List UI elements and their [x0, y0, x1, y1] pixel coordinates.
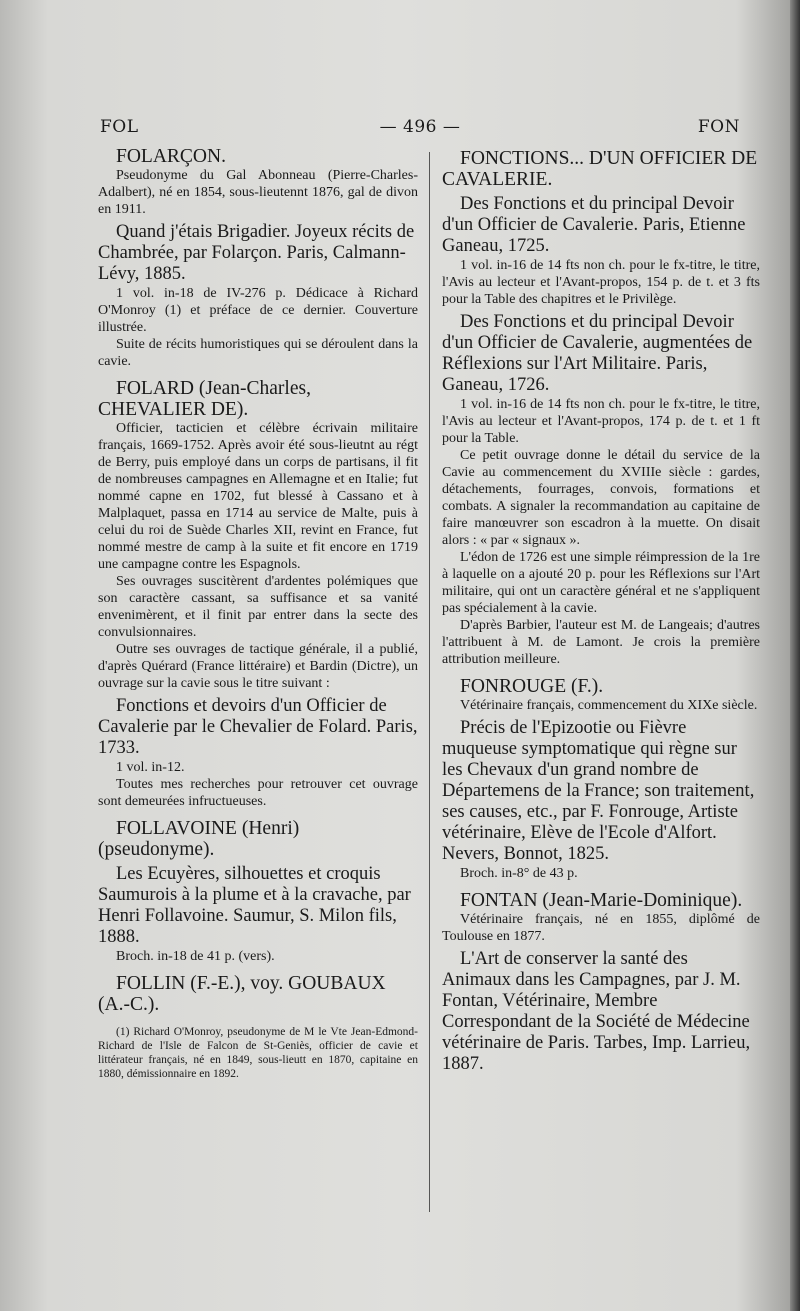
entry-title: Des Fonctions et du principal Devoir d'un Officier de Cavalerie, augmentées de Réflexions sur l'Art Militaire. Paris, Ganeau, 1726.	[442, 312, 753, 395]
running-head-left: FOL	[100, 117, 139, 137]
entry-heading: FOLARÇON.	[116, 146, 226, 167]
entry-body: Pseudonyme du Gal Abonneau (Pierre-Charles-Adalbert), né en 1854, sous-lieutennt 1876, gal de divon en 1911.	[98, 168, 418, 217]
entry-body: Vétérinaire français, commencement du XIXe siècle.	[460, 698, 758, 713]
entry-body: 1 vol. in-18 de IV-276 p. Dédicace à Richard O'Monroy (1) et préface de ce dernier. Couverture illustrée.	[98, 286, 418, 335]
entry-body: Toutes mes recherches pour retrouver cet ouvrage sont demeurées infructueuses.	[98, 777, 418, 809]
page-number: — 496 —	[379, 117, 461, 137]
entry-title: Précis de l'Epizootie ou Fièvre muqueuse symptomatique qui règne sur les Chevaux d'un grand nombre de Départemens de la France; son traitement, ses causes, etc., par F. Fonrouge, Artiste vétérinaire, Elève de l'Ecole d'Alfort. Nevers, Bonnot, 1825.	[442, 718, 755, 864]
running-head-right: FON	[697, 117, 740, 137]
entry-body: Vétérinaire français, né en 1855, diplômé de Toulouse en 1877.	[442, 912, 760, 944]
entry-heading: FOLARD (Jean-Charles, CHEVALIER DE).	[98, 378, 311, 420]
entry-body: Broch. in-8° de 43 p.	[460, 866, 578, 881]
entry-body: Ses ouvrages suscitèrent d'ardentes polémiques que son caractère cassant, sa suffisance et sa vanité envenimèrent, et il finit par entrer dans la secte des convulsionnaires.	[98, 574, 418, 640]
entry-body: Ce petit ouvrage donne le détail du service de la Cavie au commencement du XVIIIe siècle : gardes, détachements, fourrages, convois, formations et combats. A signaler la recommandation au capitaine de faire manœuvrer son escadron à la muette. On disait alors : « par « signaux ».	[442, 448, 760, 548]
right-column	[442, 140, 760, 1075]
entry-title: Fonctions et devoirs d'un Officier de Cavalerie par le Chevalier de Folard. Paris, 1733.	[98, 696, 418, 758]
entry-body: Officier, tacticien et célèbre écrivain militaire français, 1669-1752. Après avoir été sous-lieutnt au régt de Berry, puis employé dans un corps de partisans, il fit de nombreuses campagnes en Allemagne et en Italie; fut nommé capne en 1702, fut blessé à Cassano et à Malplaquet, passa en 1714 au service de Malte, puis à celui du roi de Suède Charles XII, revint en France, fut nommé mestre de camp à la suite et fit encore en 1719 une campagne contre les Espagnols.	[98, 421, 418, 572]
entry-heading: FOLLIN (F.-E.), voy. GOUBAUX (A.-C.).	[98, 973, 386, 1015]
entry-body: 1 vol. in-12.	[116, 760, 185, 775]
entry-title: L'Art de conserver la santé des Animaux dans les Campagnes, par J. M. Fontan, Vétérinaire, Membre Correspondant de la Société de Médecine vétérinaire de Paris. Tarbes, Imp. Larrieu, 1887.	[442, 949, 751, 1074]
column-divider	[429, 152, 430, 1212]
entry-body: D'après Barbier, l'auteur est M. de Langeais; d'autres l'attribuent à M. de Lamont. Je crois la première attribution meilleure.	[442, 618, 760, 667]
entry-title: Quand j'étais Brigadier. Joyeux récits de Chambrée, par Folarçon. Paris, Calmann-Lévy, 1885.	[98, 222, 415, 284]
entry-heading: FOLLAVOINE (Henri) (pseudonyme).	[98, 818, 300, 860]
entry-body: 1 vol. in-16 de 14 fts non ch. pour le fx-titre, le titre, l'Avis au lecteur et l'Avant-propos, 174 p. de t. et 1 ft pour la Table.	[442, 397, 760, 446]
entry-title: Les Ecuyères, silhouettes et croquis Saumurois à la plume et à la cravache, par Henri Follavoine. Saumur, S. Milon fils, 1888.	[98, 864, 411, 947]
page-spine-shadow	[790, 0, 800, 1311]
entry-body: L'édon de 1726 est une simple réimpression de la 1re à laquelle on a ajouté 20 p. pour les Réflexions sur l'Art militaire, qui ont un caractère général et ne s'appliquent pas spécialement à la cavie.	[442, 550, 760, 616]
entry-footnote: (1) Richard O'Monroy, pseudonyme de M le Vte Jean-Edmond-Richard de l'Isle de Falcon de St-Geniès, officier de cavie et littérateur français, né en 1849, sous-lieutt en 1870, capitaine en 1880, démissionnaire en 1892.	[98, 1026, 418, 1080]
entry-body: Broch. in-18 de 41 p. (vers).	[116, 949, 275, 964]
entry-heading: FONCTIONS... D'UN OFFICIER DE CAVALERIE.	[442, 148, 758, 190]
entry-body: Outre ses ouvrages de tactique générale, il a publié, d'après Quérard (France littéraire) et Bardin (Dictre), un ouvrage sur la cavie sous le titre suivant :	[98, 642, 418, 691]
entry-heading: FONROUGE (F.).	[460, 676, 604, 697]
entry-heading: FONTAN (Jean-Marie-Dominique).	[460, 890, 743, 911]
entry-title: Des Fonctions et du principal Devoir d'un Officier de Cavalerie. Paris, Etienne Ganeau, 1725.	[442, 194, 746, 256]
left-column	[98, 140, 418, 1081]
entry-body: 1 vol. in-16 de 14 fts non ch. pour le fx-titre, le titre, l'Avis au lecteur et l'Avant-propos, 154 p. de t. et 3 fts pour la Table des chapitres et le Privilège.	[442, 258, 760, 307]
entry-body: Suite de récits humoristiques qui se déroulent dans la cavie.	[98, 337, 418, 369]
